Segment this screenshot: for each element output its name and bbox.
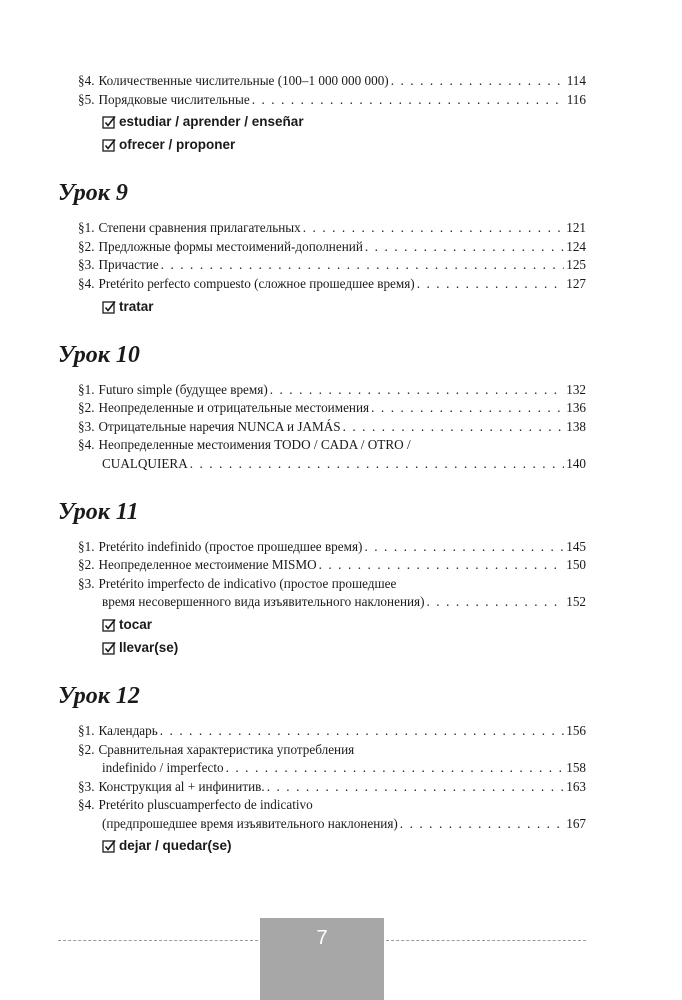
- section-number: §3.: [78, 575, 95, 591]
- entry-page-number: 145: [566, 538, 586, 554]
- section-number: §2.: [78, 741, 95, 757]
- section-number: §3.: [78, 418, 95, 434]
- lesson-section: [58, 498, 586, 658]
- entry-page-number: 150: [566, 557, 586, 573]
- dot-leader: [267, 778, 565, 797]
- toc-entry[interactable]: [78, 256, 586, 275]
- dot-leader: [417, 275, 565, 294]
- vocab-label: tratar: [119, 298, 154, 314]
- toc-entry[interactable]: [78, 741, 586, 760]
- toc-entry[interactable]: [78, 722, 586, 741]
- dot-leader: [427, 593, 565, 612]
- entry-page-number: 167: [566, 815, 586, 831]
- toc-entry[interactable]: [78, 72, 586, 91]
- checked-box-icon: [102, 115, 116, 129]
- dot-leader: [303, 219, 564, 238]
- toc-entry[interactable]: [78, 556, 586, 575]
- section-number: §2.: [78, 400, 95, 416]
- vocab-label: llevar(se): [119, 639, 179, 655]
- entry-title: indefinido / imperfecto: [102, 760, 224, 776]
- toc-entry[interactable]: [78, 418, 586, 437]
- page-footer: [0, 918, 682, 1000]
- checked-box-icon: [102, 839, 116, 853]
- entry-page-number: 116: [566, 91, 586, 107]
- lesson-section: [58, 341, 586, 474]
- section-number: §3.: [78, 778, 95, 794]
- dot-leader: [190, 455, 565, 474]
- checked-box-icon: [102, 641, 116, 655]
- entry-page-number: 163: [566, 778, 586, 794]
- footer-divider-left: [58, 940, 258, 941]
- section-number: §4.: [78, 73, 95, 88]
- entry-title: Неопределенные и отрицательные местоимения: [98, 400, 370, 416]
- toc-entry[interactable]: [78, 91, 586, 110]
- entry-title: Причастие: [98, 257, 159, 273]
- entry-page-number: 158: [566, 760, 586, 776]
- entry-title: Pretérito imperfecto de indicativo (простое прошедшее: [98, 575, 397, 591]
- checked-box-icon: [102, 300, 116, 314]
- toc-entry[interactable]: [78, 436, 586, 455]
- section-number: §1.: [78, 538, 95, 554]
- entry-page-number: 121: [566, 220, 586, 236]
- entry-page-number: 156: [566, 722, 586, 738]
- vocab-item[interactable]: [102, 135, 586, 155]
- toc-entry[interactable]: [78, 778, 586, 797]
- entry-title: время несовершенного вида изъявительного наклонения): [102, 594, 425, 610]
- dot-leader: [270, 381, 565, 400]
- entry-title: Отрицательные наречия NUNCA и JAMÁS: [98, 418, 341, 434]
- toc-entry[interactable]: [78, 575, 586, 594]
- entry-title: Количественные числительные (100–1 000 000 000): [98, 73, 389, 88]
- dot-leader: [161, 256, 565, 275]
- lesson-section: [58, 682, 586, 857]
- vocab-label: estudiar / aprender / enseñar: [119, 114, 304, 130]
- section-number: §2.: [78, 557, 95, 573]
- vocab-label: ofrecer / proponer: [119, 137, 236, 153]
- entry-page-number: 125: [566, 257, 586, 273]
- section-number: §5.: [78, 91, 95, 107]
- entry-title: Futuro simple (будущее время): [98, 381, 268, 397]
- toc-entry[interactable]: [78, 381, 586, 400]
- toc-entry[interactable]: [78, 219, 586, 238]
- section-number: §1.: [78, 381, 95, 397]
- toc-entry[interactable]: [78, 275, 586, 294]
- vocab-item[interactable]: [102, 638, 586, 658]
- dot-leader: [371, 399, 564, 418]
- entry-title: Сравнительная характеристика употребления: [98, 741, 355, 757]
- dot-leader: [400, 815, 564, 834]
- vocab-item[interactable]: [102, 836, 586, 856]
- section-number: §4.: [78, 437, 95, 453]
- section-number: §3.: [78, 257, 95, 273]
- toc-entry-continuation[interactable]: [102, 593, 586, 612]
- lesson-title: Урок 11: [58, 498, 139, 525]
- entry-page-number: 114: [566, 73, 586, 88]
- checked-box-icon: [102, 618, 116, 632]
- entry-page-number: 152: [566, 594, 586, 610]
- toc-entry-continuation[interactable]: [102, 815, 586, 834]
- table-of-contents: [58, 72, 586, 856]
- toc-entry[interactable]: [78, 238, 586, 257]
- entry-title: Конструкция al + инфинитив.: [98, 778, 265, 794]
- footer-divider-right: [386, 940, 586, 941]
- entry-title: Pretérito perfecto compuesto (сложное прошедшее время): [98, 275, 415, 291]
- dot-leader: [391, 72, 565, 91]
- entry-title: Неопределенные местоимения TODO / CADA / OTRO /: [98, 437, 411, 453]
- section-number: §4.: [78, 797, 95, 813]
- toc-entry-continuation[interactable]: [102, 759, 586, 778]
- dot-leader: [226, 759, 565, 778]
- section-number: §1.: [78, 220, 95, 236]
- lesson-section: [58, 179, 586, 316]
- page-number: 7: [260, 918, 384, 1000]
- entry-title: Pretérito pluscuamperfecto de indicativo: [98, 797, 313, 813]
- section-number: §1.: [78, 722, 95, 738]
- entry-page-number: 127: [566, 275, 586, 291]
- entry-title: Календарь: [98, 722, 158, 738]
- entry-title: Предложные формы местоимений-дополнений: [98, 238, 363, 254]
- vocab-item[interactable]: [102, 297, 586, 317]
- entry-page-number: 138: [566, 418, 586, 434]
- dot-leader: [365, 238, 564, 257]
- entry-page-number: 132: [566, 381, 586, 397]
- lesson-section: [58, 72, 586, 155]
- lesson-title: Урок 10: [58, 341, 140, 368]
- lesson-title: Урок 12: [58, 682, 140, 709]
- toc-entry[interactable]: [78, 796, 586, 815]
- dot-leader: [160, 722, 564, 741]
- dot-leader: [343, 418, 565, 437]
- entry-title: Pretérito indefinido (простое прошедшее время): [98, 538, 363, 554]
- entry-page-number: 124: [566, 238, 586, 254]
- entry-title: Степени сравнения прилагательных: [98, 220, 301, 236]
- dot-leader: [252, 91, 565, 110]
- section-number: §4.: [78, 275, 95, 291]
- entry-page-number: 136: [566, 400, 586, 416]
- entry-title: CUALQUIERA: [102, 455, 188, 471]
- vocab-label: tocar: [119, 616, 153, 632]
- dot-leader: [319, 556, 565, 575]
- vocab-label: dejar / quedar(se): [119, 838, 232, 854]
- checked-box-icon: [102, 138, 116, 152]
- toc-entry-continuation[interactable]: [102, 455, 586, 474]
- entry-title: (предпрошедшее время изъявительного наклонения): [102, 815, 398, 831]
- toc-entry[interactable]: [78, 399, 586, 418]
- entry-page-number: 140: [566, 455, 586, 471]
- vocab-item[interactable]: [102, 112, 586, 132]
- toc-entry[interactable]: [78, 538, 586, 557]
- entry-title: Неопределенное местоимение MISMO: [98, 557, 317, 573]
- entry-title: Порядковые числительные: [98, 91, 250, 107]
- dot-leader: [364, 538, 564, 557]
- vocab-item[interactable]: [102, 615, 586, 635]
- section-number: §2.: [78, 238, 95, 254]
- lesson-title: Урок 9: [58, 180, 128, 207]
